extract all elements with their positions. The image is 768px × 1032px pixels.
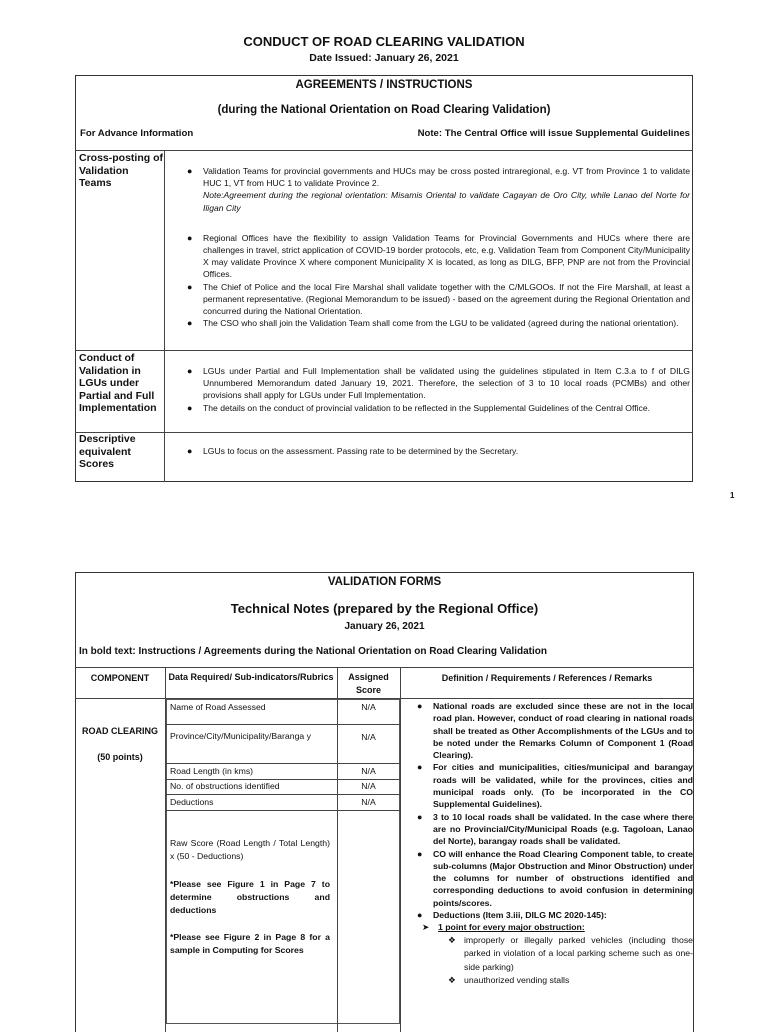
row-content-descriptive-scores [186, 445, 690, 457]
divider [75, 150, 693, 151]
remarks-content [416, 700, 693, 988]
advance-info: For Advance Information [80, 128, 194, 139]
diamond-bullet-icon: ❖ [448, 934, 456, 945]
divider [166, 724, 400, 725]
divider [75, 667, 694, 668]
row-label-descriptive-scores: Descriptive equivalent Scores [79, 433, 136, 470]
page-title: CONDUCT OF ROAD CLEARING VALIDATION [243, 34, 525, 49]
column-divider [164, 150, 165, 482]
component-points: (50 points) [97, 752, 143, 762]
validation-forms-title: VALIDATION FORMS [327, 576, 442, 588]
data-row-deductions: Deductions [170, 797, 214, 807]
list-item: ● The CSO who shall join the Validation Team shall come from the LGU to be validated (agreed during the national orientation). [186, 317, 690, 329]
list-item: ● National roads are excluded since these are not in the local road plan. However, conduct of road clearing in national roads shall be treated as Other Accomplishments of the LGUs and to be noted under the Remarks Column of Component 1 (Road Clearing). [416, 700, 693, 761]
obstruction-item: ❖ unauthorized vending stalls [416, 974, 693, 988]
arrow-icon: ➤ [422, 922, 430, 933]
during-header: (during the National Orientation on Road Clearing Validation) [217, 104, 551, 116]
score-obstructions: N/A [361, 781, 376, 791]
list-item: ● 3 to 10 local roads shall be validated. In the case where there are no Provincial/City/Municipal Roads (e.g. Tagoloan, Lanao del Norte), barangay roads shall be validated. [416, 811, 693, 848]
row-label-cross-posting: Cross-posting of Validation Teams [79, 152, 163, 189]
list-item: ● Validation Teams for provincial governments and HUCs may be cross posted intraregional, e.g. VT from Province 1 to validate HUC 1, VT from HUC 1 to validate Province 2. Note:Agreement during the regional orientation: Misamis Oriental to validate Cagayan de Oro City, while Lanao del Norte for Iligan City [186, 165, 690, 214]
raw-score-formula: Raw Score (Road Length / Total Length) x (50 - Deductions) [170, 838, 330, 861]
list-item: ● Deductions (Item 3.iii, DILG MC 2020-145): [416, 909, 693, 921]
list-item: ● LGUs to focus on the assessment. Passing rate to be determined by the Secretary. [186, 445, 690, 457]
header-data-required: Data Required/ Sub-indicators/Rubrics [168, 672, 334, 682]
score-road-length: N/A [361, 766, 376, 776]
technical-notes-date: January 26, 2021 [344, 621, 425, 632]
divider [166, 763, 400, 764]
score-location: N/A [361, 732, 376, 742]
list-item: ● LGUs under Partial and Full Implementation shall be validated using the guidelines stipulated in Item C.3.a to f of DILG Unnumbered Memorandum dated January 19, 2021. Therefore, the selection of 3 to 10 local roads (PCMBs) and other provisions shall apply for LGUs under Full Implementation. [186, 365, 690, 402]
page-number: 1 [730, 491, 735, 500]
header-definition: Definition / Requirements / References / Remarks [441, 673, 653, 683]
header-component: COMPONENT [90, 673, 150, 683]
technical-notes-title: Technical Notes (prepared by the Regional Office) [230, 601, 539, 616]
row-label-conduct-validation: Conduct of Validation in LGUs under Partial and Full Implementation [79, 352, 157, 414]
data-row-road-name: Name of Road Assessed [170, 702, 266, 712]
component-name: ROAD CLEARING [82, 726, 158, 736]
diamond-bullet-icon: ❖ [448, 975, 456, 986]
score-road-name: N/A [361, 702, 376, 712]
divider [75, 350, 693, 351]
date-issued: Date Issued: January 26, 2021 [309, 52, 459, 64]
score-deductions: N/A [361, 797, 376, 807]
bold-text-note: In bold text: Instructions / Agreements during the National Orientation on Road Clearing Validation [79, 646, 547, 657]
header-assigned-score: Assigned Score [348, 672, 389, 695]
agreements-header: AGREEMENTS / INSTRUCTIONS [295, 79, 473, 91]
obstruction-item: ❖ improperly or illegally parked vehicles (including those parked in violation of a local parking scheme such as one-side parking) [448, 934, 693, 972]
list-item: ● CO will enhance the Road Clearing Component table, to create sub-columns (Major Obstruction and Minor Obstruction) under the columns for number of obstructions identified and corresponding deductions to avoid confusion in determining points/scores. [416, 848, 693, 909]
list-item: ● The details on the conduct of provincial validation to be reflected in the Supplemental Guidelines of the Central Office. [186, 402, 690, 414]
divider [75, 432, 693, 433]
supplemental-note: Note: The Central Office will issue Supplemental Guidelines [417, 128, 690, 139]
column-divider [337, 699, 338, 1024]
agreement-note: Note:Agreement during the regional orientation: Misamis Oriental to validate Cagayan de Oro City, while Lanao del Norte for Iligan City [203, 190, 690, 213]
data-row-road-length: Road Length (in kms) [170, 766, 254, 776]
row-content-cross-posting [186, 165, 690, 329]
major-obstruction-heading: ➤ 1 point for every major obstruction: [422, 922, 585, 933]
divider [166, 810, 400, 811]
figure2-note: *Please see Figure 2 in Page 8 for a sample in Computing for Scores [170, 932, 330, 955]
list-item: ● For cities and municipalities, cities/municipal and barangay roads will be validated, while for the provinces, cities and municipal roads only. (To be incorporated in the CO Supplemental Guidelines). [416, 761, 693, 810]
row-content-conduct-validation [186, 365, 690, 414]
data-row-obstructions: No. of obstructions identified [170, 781, 280, 791]
column-divider [400, 667, 401, 1032]
figure1-note: *Please see Figure 1 in Page 7 to determine obstructions and deductions [170, 879, 330, 915]
divider [166, 794, 400, 795]
list-item: ● Regional Offices have the flexibility to assign Validation Teams for Provincial Governments and HUCs where there are challenges in travel, strict application of COVID-19 border protocols, etc, e.g. Validation Team from Component City/Municipality X may validate Province X where component Municipality X is located, as long as DILG, BFP, PNP are not from the Provincial Offices. [186, 232, 690, 281]
data-row-location: Province/City/Municipality/Baranga y [170, 731, 311, 741]
list-item: ● The Chief of Police and the local Fire Marshal shall validate together with the C/MLGOOs. If not the Fire Marshall, at least a permanent representative. (Regional Memorandum to be issued) - based on the agreement during the Regional Orientation and concurred during the National Orientation. [186, 281, 690, 318]
